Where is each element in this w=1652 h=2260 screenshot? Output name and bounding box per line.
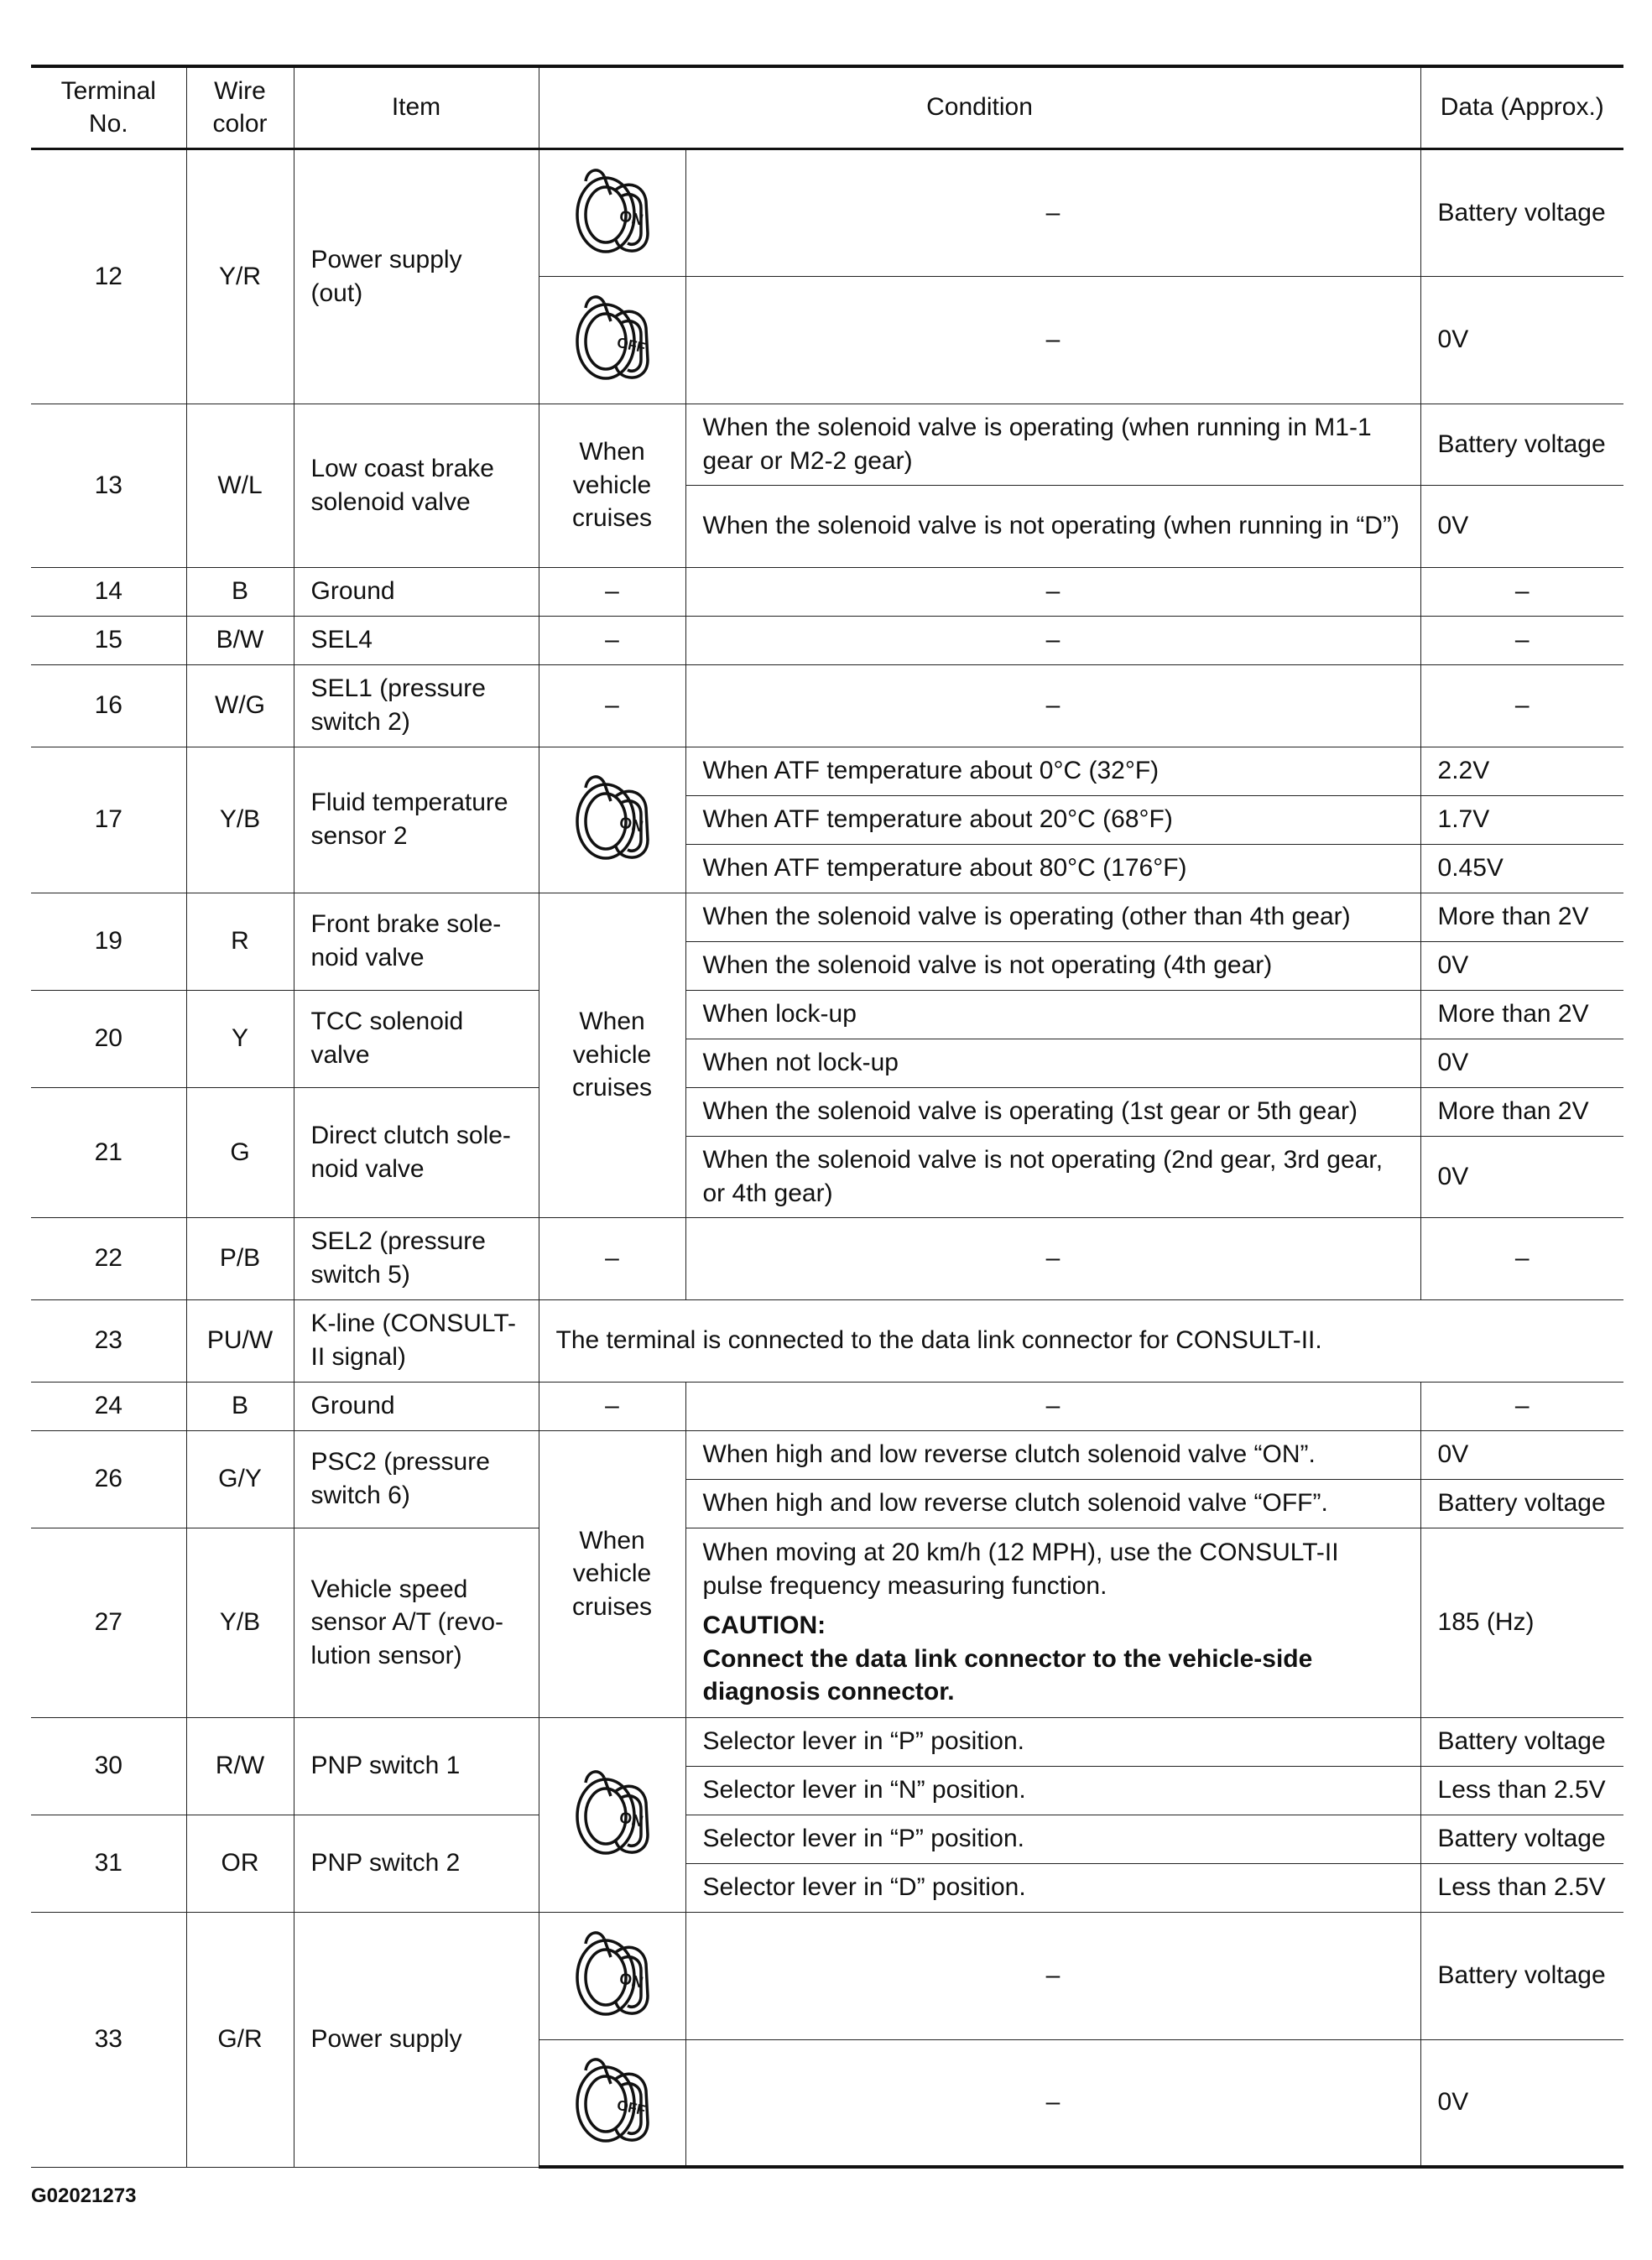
item: SEL2 (pressure switch 5) xyxy=(294,1217,539,1299)
wire-color: P/B xyxy=(186,1217,294,1299)
data-value-dash: – xyxy=(1420,664,1623,747)
table-row xyxy=(31,148,1623,276)
condition: When the solenoid valve is operating (1st gear or 5th gear) xyxy=(685,1087,1420,1136)
item: TCC solenoid valve xyxy=(294,990,539,1087)
svg-text:ON: ON xyxy=(617,814,644,836)
item: Ground xyxy=(294,1382,539,1430)
condition-state: When vehicle cruises xyxy=(539,1430,685,1717)
data-value: 0V xyxy=(1420,276,1623,404)
terminal-no: 21 xyxy=(31,1087,186,1217)
data-value: Battery voltage xyxy=(1420,404,1623,485)
terminal-no: 33 xyxy=(31,1912,186,2167)
condition: When high and low reverse clutch solenoid valve “OFF”. xyxy=(685,1479,1420,1528)
table-row xyxy=(31,990,1623,1039)
condition: When the solenoid valve is operating (other than 4th gear) xyxy=(685,893,1420,941)
figure-id: G02021273 xyxy=(31,2184,137,2207)
data-value: Battery voltage xyxy=(1420,1912,1623,2039)
data-value: Battery voltage xyxy=(1420,148,1623,276)
key-cell xyxy=(539,276,685,404)
table-row xyxy=(31,1815,1623,1863)
svg-text:ON: ON xyxy=(617,1970,644,1992)
table-row xyxy=(31,1087,1623,1136)
condition-dash: – xyxy=(685,148,1420,276)
data-value-dash: – xyxy=(1420,1382,1623,1430)
header-wire-color: Wire color xyxy=(186,66,294,148)
condition-dash: – xyxy=(685,664,1420,747)
wire-color: G/Y xyxy=(186,1430,294,1528)
data-value: 0.45V xyxy=(1420,844,1623,893)
svg-text:OFF: OFF xyxy=(615,2096,647,2119)
data-value: Battery voltage xyxy=(1420,1479,1623,1528)
data-value: 0V xyxy=(1420,1430,1623,1479)
data-value: Less than 2.5V xyxy=(1420,1863,1623,1912)
wire-color: W/G xyxy=(186,664,294,747)
data-value: 0V xyxy=(1420,2039,1623,2167)
terminal-no: 16 xyxy=(31,664,186,747)
condition-block xyxy=(685,1528,1420,1717)
condition: When the solenoid valve is not operating (4th gear) xyxy=(685,941,1420,990)
table-row xyxy=(31,893,1623,941)
condition: When lock-up xyxy=(685,990,1420,1039)
data-value: More than 2V xyxy=(1420,1087,1623,1136)
table-row xyxy=(31,747,1623,795)
terminal-no: 22 xyxy=(31,1217,186,1299)
condition-dash: – xyxy=(685,1217,1420,1299)
terminal-no: 30 xyxy=(31,1717,186,1815)
data-value: More than 2V xyxy=(1420,893,1623,941)
condition: When ATF temperature about 80°C (176°F) xyxy=(685,844,1420,893)
condition: When ATF temperature about 20°C (68°F) xyxy=(685,795,1420,844)
condition: When high and low reverse clutch solenoid valve “ON”. xyxy=(685,1430,1420,1479)
data-value-dash: – xyxy=(1420,616,1623,664)
condition-dash: – xyxy=(685,1382,1420,1430)
item: PSC2 (pressure switch 6) xyxy=(294,1430,539,1528)
header-condition: Condition xyxy=(539,66,1420,148)
item: K-line (CONSULT- II signal) xyxy=(294,1299,539,1382)
item: Front brake sole- noid valve xyxy=(294,893,539,990)
data-value: Battery voltage xyxy=(1420,1717,1623,1766)
data-value: 0V xyxy=(1420,1039,1623,1087)
item: Vehicle speed sensor A/T (revo- lution sensor) xyxy=(294,1528,539,1717)
condition: Selector lever in “D” position. xyxy=(685,1863,1420,1912)
terminal-no: 12 xyxy=(31,148,186,404)
condition: Selector lever in “P” position. xyxy=(685,1717,1420,1766)
svg-text:ON: ON xyxy=(617,206,644,230)
condition: When the solenoid valve is not operating (2nd gear, 3rd gear, or 4th gear) xyxy=(685,1136,1420,1217)
ignition-key-off-icon xyxy=(539,289,685,390)
svg-text:OFF: OFF xyxy=(615,334,647,357)
table-row xyxy=(31,1717,1623,1766)
condition-state: When vehicle cruises xyxy=(539,893,685,1217)
ignition-key-on-icon xyxy=(539,769,685,870)
svg-text:ON: ON xyxy=(617,1809,644,1831)
terminal-no: 26 xyxy=(31,1430,186,1528)
item: Fluid temperature sensor 2 xyxy=(294,747,539,893)
data-value: 185 (Hz) xyxy=(1420,1528,1623,1717)
terminal-no: 15 xyxy=(31,616,186,664)
condition-state-dash: – xyxy=(539,1217,685,1299)
wire-color: W/L xyxy=(186,404,294,567)
header-terminal-no: Terminal No. xyxy=(31,66,186,148)
table-row xyxy=(31,567,1623,616)
data-value: 2.2V xyxy=(1420,747,1623,795)
condition-state-dash: – xyxy=(539,664,685,747)
condition: When moving at 20 km/h (12 MPH), use the CONSULT-II pulse frequency measuring function. xyxy=(702,1539,1339,1600)
wire-color: B/W xyxy=(186,616,294,664)
condition-dash: – xyxy=(685,616,1420,664)
wire-color: G xyxy=(186,1087,294,1217)
condition-dash: – xyxy=(685,567,1420,616)
condition-dash: – xyxy=(685,276,1420,404)
condition-state-dash: – xyxy=(539,616,685,664)
terminal-no: 13 xyxy=(31,404,186,567)
condition: When not lock-up xyxy=(685,1039,1420,1087)
table-row xyxy=(31,664,1623,747)
terminal-no: 23 xyxy=(31,1299,186,1382)
terminal-no: 17 xyxy=(31,747,186,893)
key-cell xyxy=(539,1912,685,2039)
wire-color: G/R xyxy=(186,1912,294,2167)
data-value: 0V xyxy=(1420,941,1623,990)
condition-state-dash: – xyxy=(539,1382,685,1430)
wire-color: Y/R xyxy=(186,148,294,404)
terminal-no: 24 xyxy=(31,1382,186,1430)
item: Power supply (out) xyxy=(294,148,539,404)
table-row xyxy=(31,1528,1623,1717)
caution-heading: CAUTION: xyxy=(702,1612,826,1640)
item: SEL1 (pressure switch 2) xyxy=(294,664,539,747)
item: Power supply xyxy=(294,1912,539,2167)
terminal-no: 20 xyxy=(31,990,186,1087)
ignition-key-off-icon xyxy=(539,2052,685,2153)
condition: Selector lever in “P” position. xyxy=(685,1815,1420,1863)
terminal-note: The terminal is connected to the data link connector for CONSULT-II. xyxy=(539,1299,1623,1382)
condition: When ATF temperature about 0°C (32°F) xyxy=(685,747,1420,795)
ignition-key-on-icon xyxy=(539,163,685,263)
table-row xyxy=(31,1382,1623,1430)
table-row xyxy=(31,616,1623,664)
table-row xyxy=(31,1912,1623,2039)
condition-state: When vehicle cruises xyxy=(539,404,685,567)
wire-color: B xyxy=(186,1382,294,1430)
ignition-key-on-icon xyxy=(539,1925,685,2026)
wire-color: B xyxy=(186,567,294,616)
item: PNP switch 2 xyxy=(294,1815,539,1912)
ignition-key-on-icon xyxy=(539,1764,685,1865)
item: Direct clutch sole- noid valve xyxy=(294,1087,539,1217)
condition-dash: – xyxy=(685,1912,1420,2039)
data-value: Battery voltage xyxy=(1420,1815,1623,1863)
condition-state-dash: – xyxy=(539,567,685,616)
data-value-dash: – xyxy=(1420,567,1623,616)
data-value: More than 2V xyxy=(1420,990,1623,1039)
header-data: Data (Approx.) xyxy=(1420,66,1623,148)
wire-color: R/W xyxy=(186,1717,294,1815)
wire-color: Y/B xyxy=(186,747,294,893)
key-cell xyxy=(539,148,685,276)
wire-color: R xyxy=(186,893,294,990)
wire-color: Y xyxy=(186,990,294,1087)
data-value: 1.7V xyxy=(1420,795,1623,844)
wire-color: Y/B xyxy=(186,1528,294,1717)
terminal-no: 19 xyxy=(31,893,186,990)
terminal-no: 27 xyxy=(31,1528,186,1717)
wire-color: OR xyxy=(186,1815,294,1912)
key-cell xyxy=(539,1717,685,1912)
key-cell xyxy=(539,747,685,893)
condition: Selector lever in “N” position. xyxy=(685,1766,1420,1815)
header-item: Item xyxy=(294,66,539,148)
data-value-dash: – xyxy=(1420,1217,1623,1299)
terminal-data-table xyxy=(31,65,1623,2169)
item: PNP switch 1 xyxy=(294,1717,539,1815)
terminal-no: 14 xyxy=(31,567,186,616)
item: SEL4 xyxy=(294,616,539,664)
wire-color: PU/W xyxy=(186,1299,294,1382)
item: Ground xyxy=(294,567,539,616)
caution-text: Connect the data link connector to the vehicle-side diagnosis connector. xyxy=(702,1644,1313,1706)
item: Low coast brake solenoid valve xyxy=(294,404,539,567)
table-row xyxy=(31,1299,1623,1382)
condition: When the solenoid valve is operating (when running in M1-1 gear or M2-2 gear) xyxy=(685,404,1420,485)
data-value: 0V xyxy=(1420,1136,1623,1217)
table-row xyxy=(31,1430,1623,1479)
condition: When the solenoid valve is not operating (when running in “D”) xyxy=(685,485,1420,567)
data-value: 0V xyxy=(1420,485,1623,567)
condition-dash: – xyxy=(685,2039,1420,2167)
data-value: Less than 2.5V xyxy=(1420,1766,1623,1815)
terminal-no: 31 xyxy=(31,1815,186,1912)
key-cell xyxy=(539,2039,685,2167)
table-row xyxy=(31,1217,1623,1299)
table-row xyxy=(31,404,1623,485)
